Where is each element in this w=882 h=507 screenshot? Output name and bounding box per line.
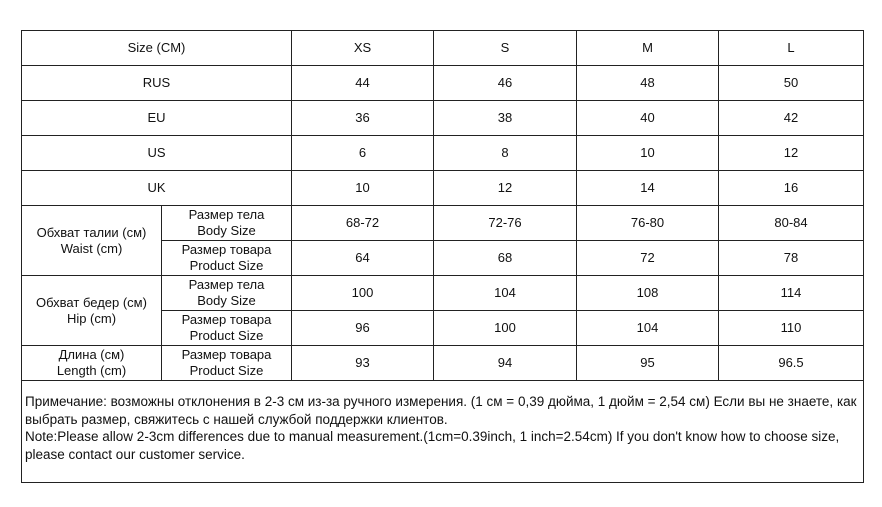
group-label-waist — [22, 206, 162, 276]
table-cell: 104 — [434, 276, 577, 311]
table-cell: 100 — [292, 276, 434, 311]
note-cell — [22, 381, 864, 483]
table-cell: 16 — [719, 171, 864, 206]
table-cell: 10 — [577, 136, 719, 171]
table-cell: 108 — [577, 276, 719, 311]
group-label-en: Hip (cm) — [66, 310, 117, 326]
note-row — [22, 381, 864, 483]
note-en: Note:Please allow 2-3cm differences due to manual measurement.(1cm=0.39inch, 1 inch=2.54cm) If you don't know how to choose size, please contact our customer service. — [25, 429, 840, 462]
table-cell: 95 — [577, 346, 719, 381]
subrow-label — [162, 276, 292, 311]
table-cell: 110 — [719, 311, 864, 346]
subrow-label — [162, 241, 292, 276]
table-cell: 72-76 — [434, 206, 577, 241]
group-label-en: Waist (cm) — [60, 240, 123, 256]
subrow-label-ru: Размер товара — [181, 347, 272, 362]
table-cell: 94 — [434, 346, 577, 381]
table-row-eu — [22, 101, 864, 136]
row-label: US — [22, 136, 292, 171]
group-label-ru: Обхват талии (см) — [36, 224, 147, 240]
table-cell: 44 — [292, 66, 434, 101]
table-cell: 93 — [292, 346, 434, 381]
table-cell: 64 — [292, 241, 434, 276]
table-cell: 10 — [292, 171, 434, 206]
table-cell: 14 — [577, 171, 719, 206]
table-cell: 50 — [719, 66, 864, 101]
subrow-label-en: Product Size — [189, 258, 264, 273]
header-label-cell: Size (CM) — [22, 31, 292, 66]
subrow-label-en: Product Size — [189, 363, 264, 378]
table-cell: 104 — [577, 311, 719, 346]
table-row-hip-body — [22, 276, 864, 311]
table-cell: 96 — [292, 311, 434, 346]
group-label-length — [22, 346, 162, 381]
table-cell: 48 — [577, 66, 719, 101]
table-row-rus — [22, 66, 864, 101]
table-cell: 8 — [434, 136, 577, 171]
table-cell: 68-72 — [292, 206, 434, 241]
subrow-label — [162, 206, 292, 241]
table-cell: 68 — [434, 241, 577, 276]
group-label-hip — [22, 276, 162, 346]
table-cell: 76-80 — [577, 206, 719, 241]
subrow-label-ru: Размер товара — [181, 312, 272, 327]
size-chart-table — [21, 30, 864, 483]
subrow-label-ru: Размер тела — [188, 277, 265, 292]
row-label: EU — [22, 101, 292, 136]
table-cell: 78 — [719, 241, 864, 276]
size-header-xs: XS — [292, 31, 434, 66]
group-label-ru: Длина (см) — [58, 347, 125, 362]
table-row-length-product — [22, 346, 864, 381]
size-header-s: S — [434, 31, 577, 66]
table-row-us — [22, 136, 864, 171]
table-cell: 46 — [434, 66, 577, 101]
group-label-ru: Обхват бедер (см) — [36, 294, 147, 310]
table-cell: 100 — [434, 311, 577, 346]
subrow-label-en: Product Size — [189, 328, 264, 343]
table-cell: 42 — [719, 101, 864, 136]
table-cell: 6 — [292, 136, 434, 171]
table-cell: 72 — [577, 241, 719, 276]
table-cell: 36 — [292, 101, 434, 136]
subrow-label-en: Body Size — [197, 293, 256, 308]
table-cell: 40 — [577, 101, 719, 136]
subrow-label — [162, 346, 292, 381]
table-cell: 12 — [434, 171, 577, 206]
table-row-uk — [22, 171, 864, 206]
table-cell: 80-84 — [719, 206, 864, 241]
subrow-label-ru: Размер тела — [188, 207, 265, 222]
size-header-m: M — [577, 31, 719, 66]
table-row-waist-body — [22, 206, 864, 241]
subrow-label — [162, 311, 292, 346]
row-label: UK — [22, 171, 292, 206]
header-row — [22, 31, 864, 66]
group-label-en: Length (cm) — [56, 363, 127, 378]
row-label: RUS — [22, 66, 292, 101]
subrow-label-ru: Размер товара — [181, 242, 272, 257]
table-cell: 96.5 — [719, 346, 864, 381]
note-ru: Примечание: возможны отклонения в 2-3 см из-за ручного измерения. (1 см = 0,39 дюйма, 1 дюйм = 2,54 см) Если вы не знаете, как выбрать размер, свяжитесь с нашей службой поддержки клиентов. — [25, 394, 857, 427]
table-cell: 12 — [719, 136, 864, 171]
size-header-l: L — [719, 31, 864, 66]
table-cell: 114 — [719, 276, 864, 311]
table-cell: 38 — [434, 101, 577, 136]
subrow-label-en: Body Size — [197, 223, 256, 238]
